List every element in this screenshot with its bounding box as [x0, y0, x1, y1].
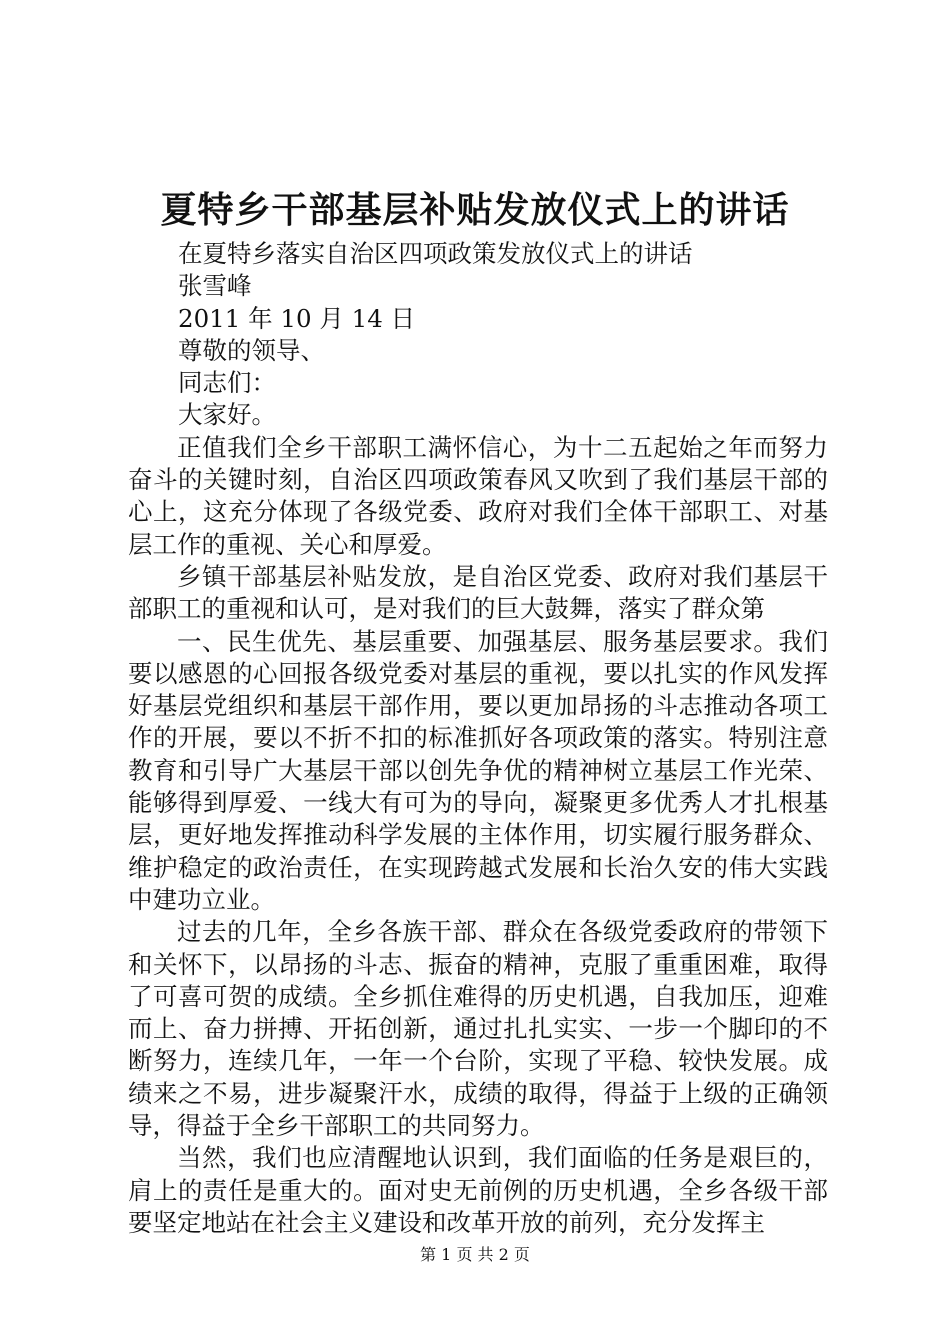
- body-paragraph: 过去的几年，全乡各族干部、群众在各级党委政府的带领下和关怀下，以昂扬的斗志、振奋的精神，克服了重重困难，取得了可喜可贺的成绩。全乡抓住难得的历史机遇，自我加压，迎难而上、奋力拼搏、开拓创新，通过扎扎实实、一步一个脚印的不断努力，连续几年，一年一个台阶，实现了平稳、较快发展。成绩来之不易，进步凝聚汗水，成绩的取得，得益于上级的正确领导，得益于全乡干部职工的共同努力。: [128, 917, 828, 1141]
- body-paragraph: 正值我们全乡干部职工满怀信心，为十二五起始之年而努力奋斗的关键时刻，自治区四项政策春风又吹到了我们基层干部的心上，这充分体现了各级党委、政府对我们全体干部职工、对基层工作的重视、关心和厚爱。: [128, 432, 828, 559]
- date-line: 2011 年 10 月 14 日: [178, 303, 416, 333]
- document-title: 夏特乡干部基层补贴发放仪式上的讲话: [160, 189, 790, 231]
- salutation-line: 尊敬的领导、: [178, 335, 325, 365]
- greeting-line: 大家好。: [178, 400, 276, 430]
- document-body: [128, 238, 828, 1239]
- body-paragraph: 一、民生优先、基层重要、加强基层、服务基层要求。我们要以感恩的心回报各级党委对基层的重视，要以扎实的作风发挥好基层党组织和基层干部作用，要以更加昂扬的斗志推动各项工作的开展，要以不折不扣的标准抓好各项政策的落实。特别注意教育和引导广大基层干部以创先争优的精神树立基层工作光荣、能够得到厚爱、一线大有可为的导向，凝聚更多优秀人才扎根基层，更好地发挥推动科学发展的主体作用，切实履行服务群众、维护稳定的政治责任，在实现跨越式发展和长治久安的伟大实践中建功立业。: [128, 626, 828, 914]
- salutation-line: 同志们：: [178, 368, 276, 398]
- author-line: 张雪峰: [178, 271, 252, 301]
- body-paragraph: 乡镇干部基层补贴发放，是自治区党委、政府对我们基层干部职工的重视和认可，是对我们的巨大鼓舞，落实了群众第: [128, 561, 828, 624]
- page-number-footer: 第 1 页 共 2 页: [420, 1245, 530, 1264]
- body-paragraph: 当然，我们也应清醒地认识到，我们面临的任务是艰巨的，肩上的责任是重大的。面对史无前例的历史机遇，全乡各级干部要坚定地站在社会主义建设和改革开放的前列，充分发挥主: [128, 1143, 828, 1237]
- subtitle-line: 在夏特乡落实自治区四项政策发放仪式上的讲话: [178, 239, 693, 268]
